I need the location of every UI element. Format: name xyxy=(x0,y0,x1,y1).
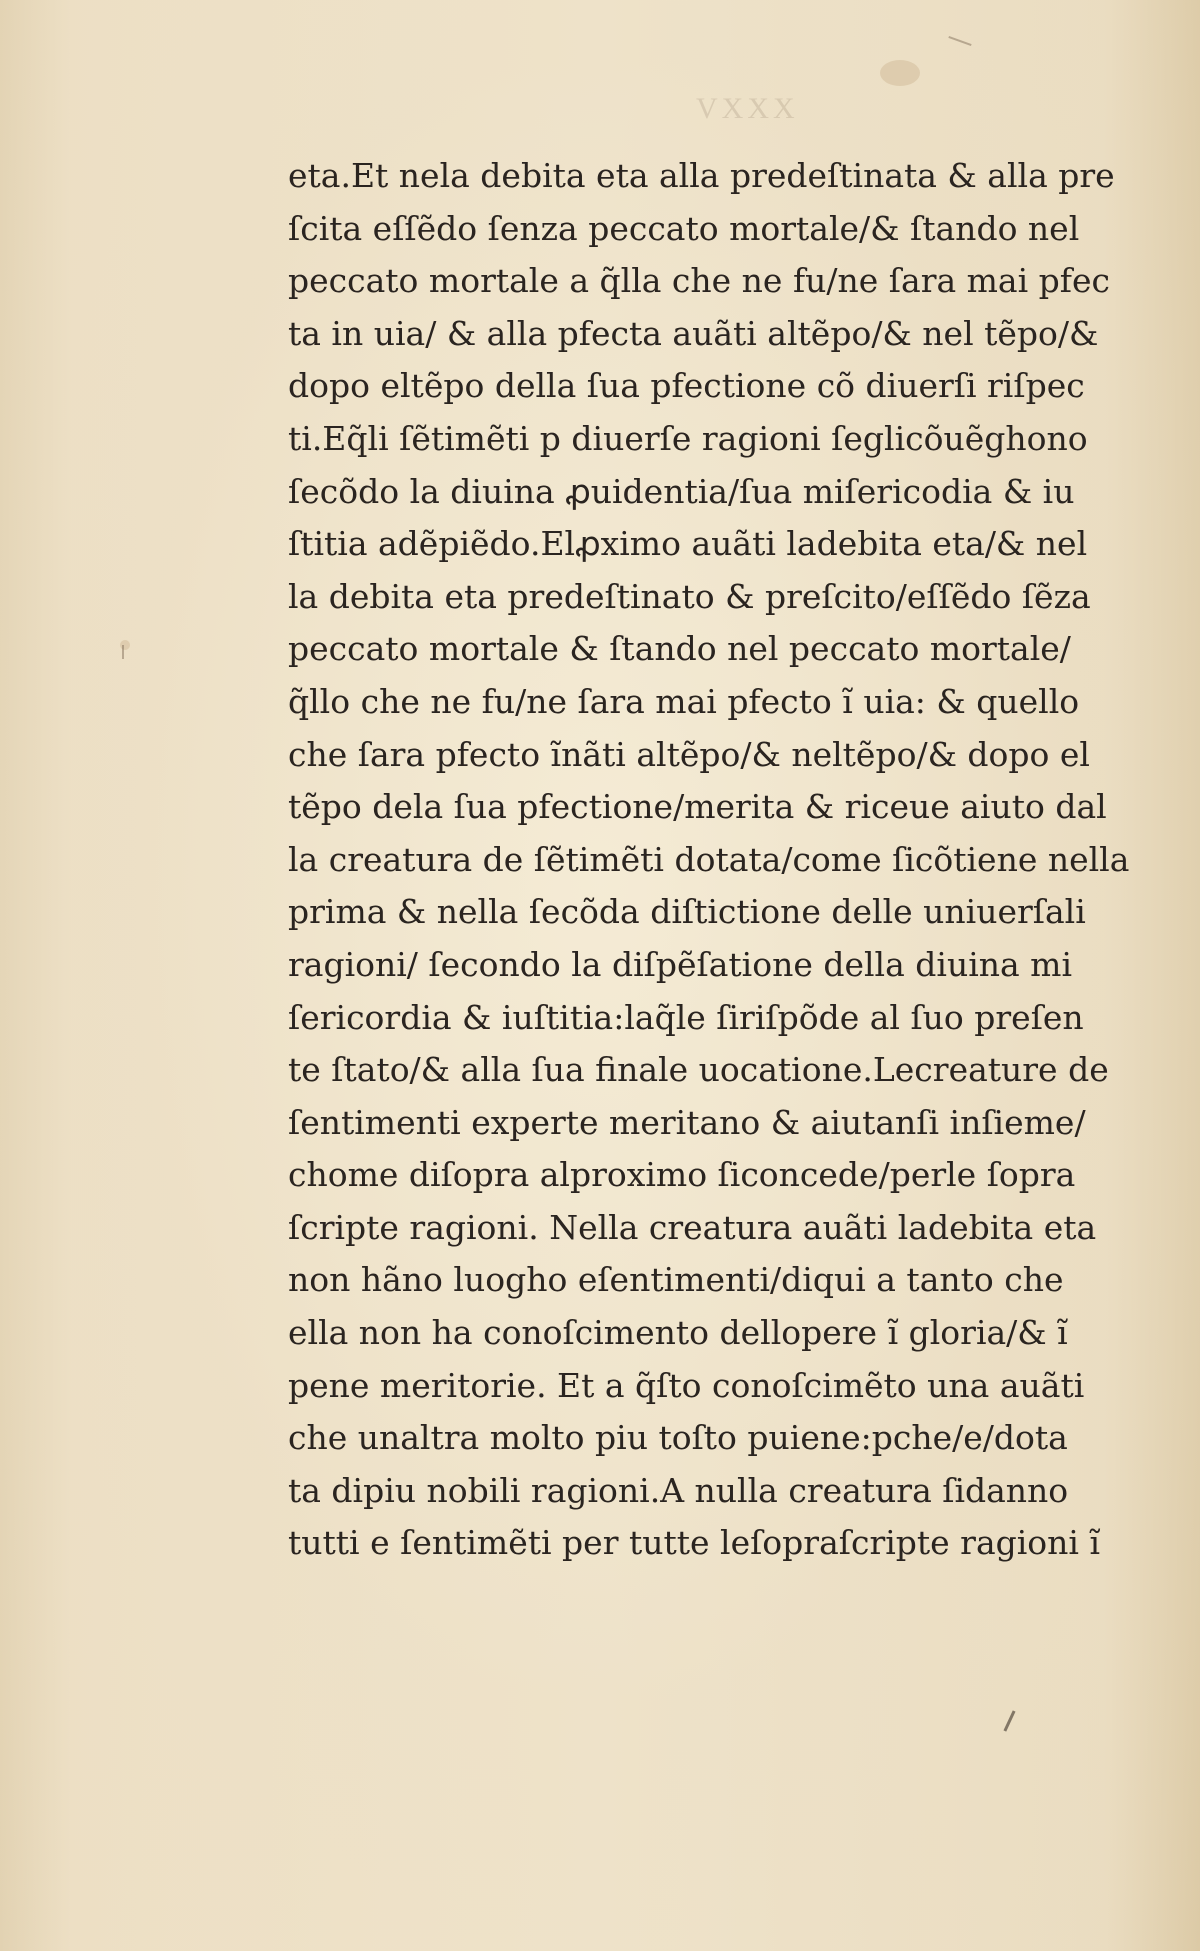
text-line: eta.Et nela debita eta alla predeſtinata & alla pre xyxy=(288,156,1115,195)
text-line: la debita eta predeſtinato & preſcito/eſſẽdo ſẽza xyxy=(288,576,1091,616)
body-text xyxy=(288,150,1148,1570)
text-line: ragioni/ ſecondo la diſpẽſatione della diuina mi xyxy=(288,944,1073,984)
text-line: ſcita eſſẽdo ſenza peccato mortale/& ſtando nel xyxy=(288,208,1080,248)
text-line: ſecõdo la diuina ꝓuidentia/ſua miſericodia & iu xyxy=(288,471,1075,511)
text-line: la creatura de ſẽtimẽti dotata/come ſicõtiene nella xyxy=(288,839,1130,879)
text-line: ti.Eq̃li ſẽtimẽti p diuerſe ragioni ſeglicõuẽghono xyxy=(288,418,1088,458)
text-line: dopo eltẽpo della ſua pfectione cõ diuerſi riſpec xyxy=(288,366,1085,406)
text-line: ta dipiu nobili ragioni.A nulla creatura ſidanno xyxy=(288,1470,1069,1510)
text-line: peccato mortale & ſtando nel peccato mortale/ xyxy=(288,629,1071,669)
text-line: non hãno luogho eſentimenti/diqui a tanto che xyxy=(288,1260,1064,1300)
text-line: ſericordia & iuſtitia:laq̃le ſiriſpõde al ſuo preſen xyxy=(288,997,1084,1037)
margin-mark xyxy=(122,645,124,659)
paper-stain xyxy=(880,60,920,86)
text-line: ſentimenti experte meritano & aiutanſi inſieme/ xyxy=(288,1102,1086,1142)
header-mark: VXXX xyxy=(696,92,799,125)
text-line: q̃llo che ne fu/ne ſara mai pfecto ĩ uia: & quello xyxy=(288,681,1080,721)
margin-tick-mark xyxy=(1003,1710,1015,1731)
text-line: te ſtato/& alla ſua finale uocatione.Lecreature de xyxy=(288,1050,1109,1090)
text-line: peccato mortale a q̃lla che ne fu/ne ſara mai pfec xyxy=(288,261,1110,301)
text-line: pene meritorie. Et a q̃ſto conoſcimẽto una auãti xyxy=(288,1365,1085,1405)
text-line: prima & nella ſecõda diſtictione delle uniuerſali xyxy=(288,892,1086,932)
text-line: tẽpo dela ſua pfectione/merita & riceue aiuto dal xyxy=(288,787,1107,827)
text-line: ella non ha conoſcimento dellopere ĩ gloria/& ĩ xyxy=(288,1313,1068,1353)
text-line: che unaltra molto piu toſto puiene:pche/e/dota xyxy=(288,1418,1068,1458)
text-line: ſtitia adẽpiẽdo.Elꝓximo auãti ladebita eta/& nel xyxy=(288,524,1088,564)
text-line: chome diſopra alproximo ſiconcede/perle ſopra xyxy=(288,1155,1076,1195)
margin-mark xyxy=(948,36,971,46)
text-line: tutti e ſentimẽti per tutte leſopraſcripte ragioni ĩ xyxy=(288,1523,1101,1563)
text-line: ſcripte ragioni. Nella creatura auãti ladebita eta xyxy=(288,1207,1097,1247)
text-line: che ſara pfecto ĩnãti altẽpo/& neltẽpo/& dopo el xyxy=(288,734,1090,774)
text-line: ta in uia/ & alla pfecta auãti altẽpo/& nel tẽpo/& xyxy=(288,313,1099,353)
